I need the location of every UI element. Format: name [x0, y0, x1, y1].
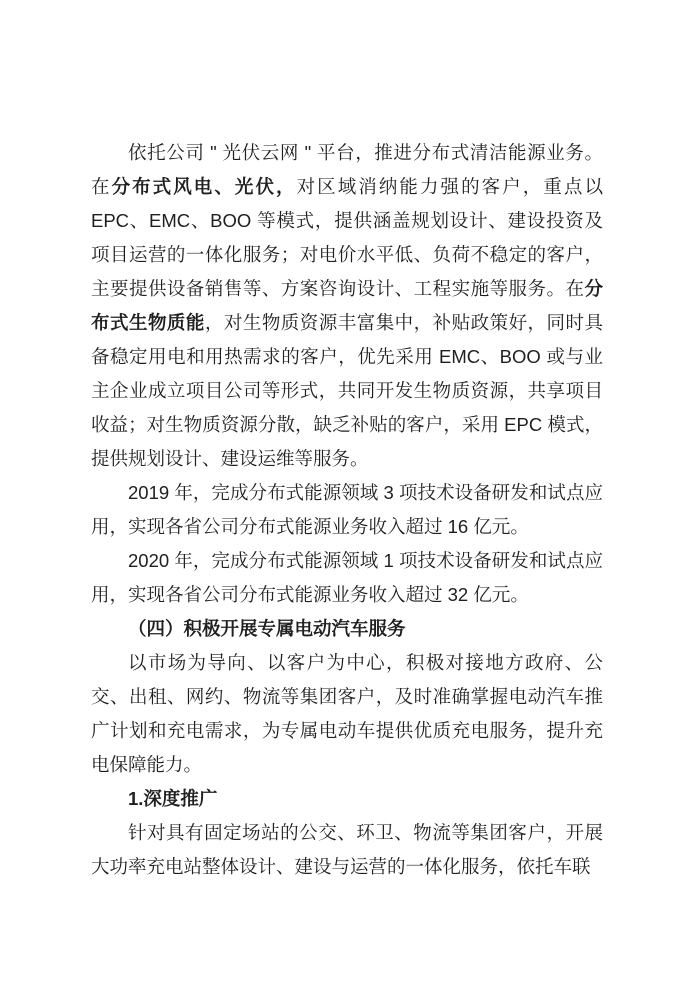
paragraph-ev-market-oriented — [91, 646, 603, 782]
text-run-bold-distributed-biomass: 分布式生物质能 — [91, 278, 603, 333]
paragraph-distributed-clean-energy — [91, 136, 603, 476]
paragraph-2019-target — [91, 476, 603, 544]
paragraph-2020-target — [91, 544, 603, 612]
text-run: 2020 年，完成分布式能源领域 1 项技术设备研发和试点应用，实现各省公司分布式能源业务收入超过 32 亿元。 — [91, 550, 603, 605]
text-run: 依托公司 " 光伏云网 " 平台，推进分布式清洁能源业务。在 — [91, 142, 603, 197]
text-run-bold-distributed-wind-pv: 分布式风电、光伏， — [111, 176, 297, 197]
heading-text: 1.深度推广 — [128, 788, 218, 809]
section-heading-four-ev-service — [91, 612, 603, 646]
document-body — [91, 136, 603, 884]
subheading-deep-promotion — [91, 782, 603, 816]
text-run: 2019 年，完成分布式能源领域 3 项技术设备研发和试点应用，实现各省公司分布式能源业务收入超过 16 亿元。 — [91, 482, 603, 537]
text-run: 对区域消纳能力强的客户，重点以 EPC、EMC、BOO 等模式，提供涵盖规划设计、建设投资及项目运营的一体化服务；对电价水平低、负荷不稳定的客户，主要提供设备销售等、方案咨询设计、工程实施等服务。在 — [91, 176, 603, 299]
heading-text: （四）积极开展专属电动汽车服务 — [128, 618, 406, 639]
text-run: 针对具有固定场站的公交、环卫、物流等集团客户，开展大功率充电站整体设计、建设与运营的一体化服务，依托车联 — [91, 822, 603, 877]
text-run: 以市场为导向、以客户为中心，积极对接地方政府、公交、出租、网约、物流等集团客户，及时准确掌握电动汽车推广计划和充电需求，为专属电动车提供优质充电服务，提升充电保障能力。 — [91, 652, 603, 775]
text-run: ，对生物质资源丰富集中，补贴政策好，同时具备稳定用电和用热需求的客户，优先采用 EMC、BOO 或与业主企业成立项目公司等形式，共同开发生物质资源，共享项目收益；对生物质资源分散，缺乏补贴的客户，采用 EPC 模式，提供规划设计、建设运维等服务。 — [91, 312, 603, 469]
paragraph-deep-promotion-detail — [91, 816, 603, 884]
